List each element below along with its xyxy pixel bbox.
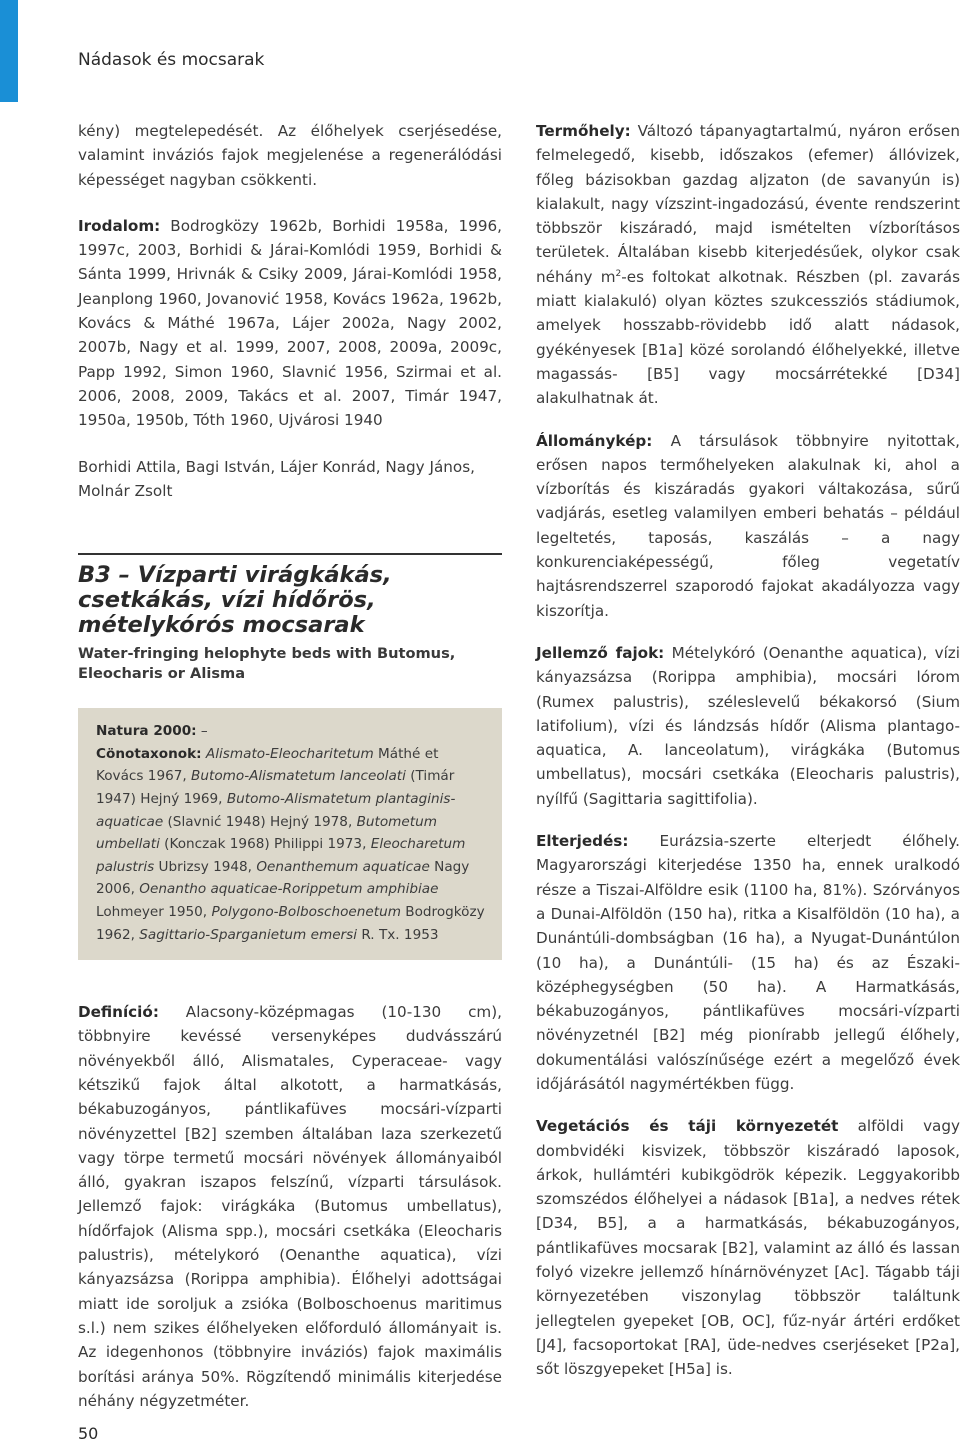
definition-paragraph xyxy=(78,1000,502,1413)
left-column xyxy=(78,119,502,1413)
running-header: Nádasok és mocsarak xyxy=(78,50,265,70)
natura-label: Natura 2000: xyxy=(96,723,197,740)
characteristic-species-label: Jellemző fajok: xyxy=(536,643,665,662)
definition-label: Definíció: xyxy=(78,1003,159,1022)
literature-text: Bodrogközy 1962b, Borhidi 1958a, 1996, 1997c, 2003, Borhidi & Járai-Komlódi 1959, Borhidi & Sánta 1999, Hrivnák & Csiky 2009, Járai-Komlódi 1958, Jeanplong 1960, Jovanović 1958, Kovács 1962a, 1962b, Kovács & Máthé 1967a, Lájer 2002a, Nagy 2002, 2007b, Nagy et al. 1999, 2007, 2008, 2009a, 2009c, Papp 1992, Simon 1960, Slavnić 1956, Szirmai et al. 2006, 2008, 2009, Takács et al. 2007, Timár 1947, 1950a, 1950b, Tóth 1960, Ujvárosi 1940 xyxy=(78,216,502,430)
page-number: 50 xyxy=(78,1424,99,1443)
section-subtitle: Water-fringing helophyte beds with Butomus, Eleocharis or Alisma xyxy=(78,645,456,683)
section-title: B3 – Vízparti virágkákás, csetkákás, vízi hídőrös, mételykórós mocsarak xyxy=(78,562,392,639)
vegetation-context-paragraph: Vegetációs és táji környezetét alföldi vagy dombvidéki kisvizek, többször kiszáradó laposok, árkok, hullámtéri kubikgödrök képezik. Leggyakoribb szomszédos élőhelyei a nádasok [B1a], a nedves rétek [D34, B5], a a harmatkásás, békabuzogányos, pántlikafüves mocsarak [B2], valamint az álló és lassan folyó vizekre jellemző hínárnövényzet [Ac]. Tágabb táji környezetében viszonylag többször találtunk jellegtelen gyepeket [OB, OC], fűz-nyár ártéri erdőket [J4], facsoportokat [RA], üde-nedves cserjéseket [P2a], sőt löszgyepeket [H5a] is. xyxy=(536,1117,960,1379)
cenotaxa-text: Cönotaxonok: Alismato-Eleocharitetum Máthé et Kovács 1967, Butomo-Alismatetum lanceolati (Timár 1947) Hejný 1969, Butomo-Alismatetum plantaginis-aquaticae (Slavnić 1948) Hejný 1978, Butometum umbellati (Konczak 1968) Philippi 1973, Eleocharetum palustris Ubrizsy 1948, Oenanthemum aquaticae Nagy 2006, Oenantho aquaticae-Rorippetum amphibiae Lohmeyer 1950, Polygono-Bolboschoenetum Bodrogközy 1962, Sagittario-Sparganietum emersi R. Tx. 1953 xyxy=(96,745,485,943)
characteristic-species-paragraph: Jellemző fajok: Mételykóró (Oenanthe aquatica), vízi kányazsázsa (Rorippa amphibia), mocsári lórom (Rumex palustris), széleslevelű békakorsó (Sium latifolium), vízi és lándzsás hídőr (Alisma plantago-aquatica, A. lanceolatum), virágkáka (Butomus umbellatus), mocsári csetkáka (Eleocharis palustris), nyílfű (Sagittaria sagittifolia). xyxy=(536,643,960,808)
habitat-label: Termőhely: xyxy=(536,122,631,140)
stand-description-label: Állománykép: xyxy=(536,431,653,450)
natura-cenotaxa-box xyxy=(78,708,502,960)
natura-line: Natura 2000: – xyxy=(96,723,208,740)
literature-paragraph xyxy=(78,214,502,433)
cenotaxa-label: Cönotaxonok: xyxy=(96,745,202,762)
page-accent-bar xyxy=(0,0,18,102)
distribution-paragraph: Elterjedés: Eurázsia-szerte elterjedt élőhely. Magyarországi kiterjedése 1350 ha, ennek uralkodó része a Tiszai-Alföldre esik (1100 ha, 81%). Szórványos a Dunai-Alföldön (150 ha), ritka a Kisalföldön (10 ha), a Dunántúli-dombságban (16 ha), a Nyugat-Dunántúlon (10 ha), a Dunántúli- (15 ha) és az Északi-középhegységben (50 ha). A Harmatkásás, békabuzogányos, pántlikafüves mocsári-vízparti növényzetnél [B2] még pionírabb jellegű élőhely, dokumentálási valószínűsége ezért a megelőző évek időjárásától nagymértékben függ. xyxy=(536,832,960,1093)
habitat-paragraph: Termőhely: Változó tápanyagtartalmú, nyáron erősen felmelegedő, kisebb, időszakos (efemer) állóvizek, főleg bázisokban gazdag aljzaton (de savanyún is) kialakult, nagy vízszint-ingadozású, évente rendszerint többször kiszáradó, majd ismételten vízborításos területek. Általában kisebb kiterjedésűek, olykor csak néhány $m^2-es$ foltokat alkotnak. Részben (pl. zavarás miatt kialakuló) olyan köztes szukcessziós stádiumok, amelyek hosszabb-rövidebb idő alatt nádasok, gyékényesek [B1a] közé sorolandó élőhelyekké, illetve magassás- [B5] vagy mocsárrétekké [D34] alakulhatnak át. xyxy=(536,122,960,408)
intro-paragraph: kény) megtelepedését. Az élőhelyek cserjésedése, valamint inváziós fajok megjelenése a regenerálódási képességet nagyban csökkenti. xyxy=(78,122,502,189)
literature-label: Irodalom: xyxy=(78,216,161,235)
definition-text: Alacsony-középmagas (10-130 cm), többnyire kevéssé versenyképes dudvásszárú növényekből álló, Alismatales, Cyperaceae- vagy kétszikű fajok által alkotott, a harmatkásás, békabuzogányos, pántlikafüves mocsári-vízparti növényzettel [B2] szemben általában laza szerkezetű vagy törpe termetű mocsári növények állományaiból álló, gyakran iszapos felszínű, vízparti társulások. Jellemző fajok: virágkáka (Butomus umbellatus), hídőrfajok (Alisma spp.), mocsári csetkáka (Eleocharis palustris), mételykoró (Oenanthe aquatica), vízi kányazsázsa (Rorippa amphibia). Élőhelyi adottságai miatt ide soroljuk a zsióka (Bolboschoenus maritimus s.l.) nem szikes élőhelyeken előforduló állományait is. Az idegenhonos (többnyire inváziós) fajok maximális borítási aránya 50%. Rögzítendő minimális kiterjedése néhány négyzetméter. xyxy=(78,1003,502,1410)
stand-description-paragraph: Állománykép: A társulások többnyire nyitottak, erősen napos termőhelyeken alakulnak ki, ahol a vízborítás és kiszáradás gyakori váltakozása, sűrű vadjárás, esetleg valamilyen emberi behatás – például legeltetés, taposás, kaszálás – a nagy konkurenciaképességű, főleg vegetatív hajtásrendszerrel szaporodó fajokat akadályozza vagy kiszorítja. xyxy=(536,431,960,620)
vegetation-context-label: Vegetációs és táji környezetét xyxy=(536,1117,839,1136)
right-column xyxy=(536,119,960,1382)
authors-line: Borhidi Attila, Bagi István, Lájer Konrád, Nagy János, Molnár Zsolt xyxy=(78,457,475,500)
distribution-label: Elterjedés: xyxy=(536,832,629,851)
